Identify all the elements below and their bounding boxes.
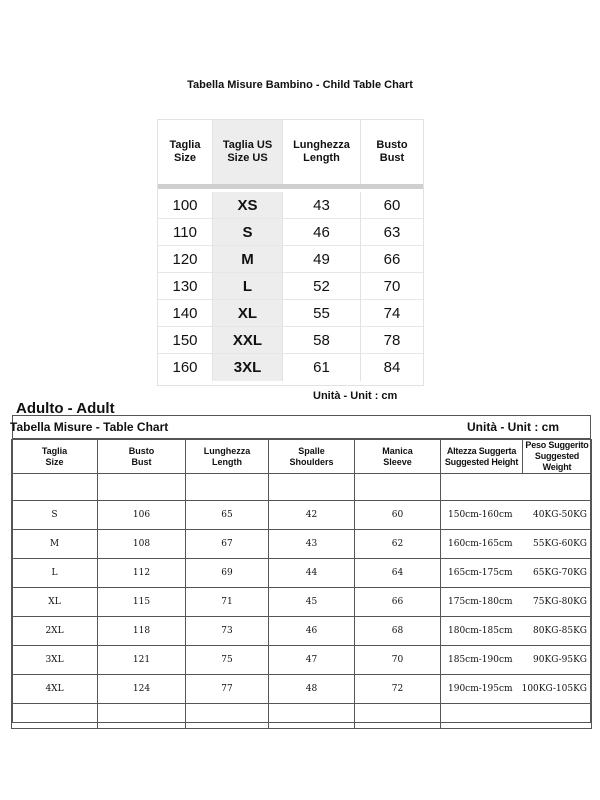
adult-chart-title: Adulto - Adult [16, 400, 115, 417]
length-cell: 69 [186, 559, 269, 588]
length-cell: 77 [186, 675, 269, 704]
shoulders-cell: 45 [269, 588, 355, 617]
table-row [12, 530, 592, 559]
bust-cell: 121 [98, 646, 186, 675]
bust-cell: 108 [98, 530, 186, 559]
empty-cell [186, 474, 269, 501]
length-cell: 73 [186, 617, 269, 646]
size-cell: 140 [158, 300, 213, 326]
size-cell: M [12, 530, 98, 559]
size-cell: 3XL [12, 646, 98, 675]
table-row [158, 354, 423, 381]
size-cell: 4XL [12, 675, 98, 704]
header-label: Size US [227, 152, 268, 164]
length-cell: 61 [283, 354, 361, 381]
height-weight-cell [441, 559, 592, 588]
table-row [158, 246, 423, 273]
header-label: Lunghezza [293, 139, 350, 151]
adult-chart-subtitle: Tabella Misure - Table Chart [10, 420, 169, 434]
bust-cell: 106 [98, 501, 186, 530]
empty-cell [269, 474, 355, 501]
suggested-weight-value: 55KG-60KG [533, 539, 587, 549]
table-row [158, 192, 423, 219]
empty-cell [355, 474, 441, 501]
size-us-cell: XL [213, 300, 283, 326]
height-weight-cell [441, 646, 592, 675]
header-label: Taglia [169, 139, 201, 151]
bust-cell: 74 [383, 304, 401, 322]
size-us-cell: M [213, 246, 283, 272]
size-cell: 100 [158, 192, 213, 218]
table-row [12, 501, 592, 530]
table-row [158, 300, 423, 327]
table-header-row [12, 440, 592, 474]
size-cell: S [12, 501, 98, 530]
shoulders-cell: 47 [269, 646, 355, 675]
header-label: Sleeve [383, 456, 412, 467]
child-chart-title: Tabella Misure Bambino - Child Table Chart [187, 79, 413, 91]
bust-cell: 78 [383, 331, 401, 349]
sleeve-cell: 70 [355, 646, 441, 675]
header-shoulders [269, 440, 355, 474]
header-label: Peso Suggerito [525, 440, 589, 450]
header-label: Bust [379, 152, 405, 164]
empty-cell [186, 704, 269, 729]
header-label: Bust [131, 456, 152, 467]
header-label: Busto [376, 139, 408, 151]
bust-cell: 70 [383, 277, 401, 295]
suggested-height-value: 185cm-190cm [448, 655, 513, 665]
sleeve-cell: 62 [355, 530, 441, 559]
bust-cell: 84 [383, 359, 401, 376]
suggested-height-value: 175cm-180cm [448, 597, 513, 607]
header-label: Length [303, 152, 340, 164]
bust-cell: 63 [383, 223, 401, 241]
child-header-size-us [213, 120, 283, 184]
sleeve-cell: 66 [355, 588, 441, 617]
size-cell: L [12, 559, 98, 588]
length-cell: 65 [186, 501, 269, 530]
table-row [12, 559, 592, 588]
length-cell: 67 [186, 530, 269, 559]
sleeve-cell: 64 [355, 559, 441, 588]
header-label: Spalle [298, 445, 325, 456]
size-cell: 160 [158, 354, 213, 381]
suggested-height-value: 180cm-185cm [448, 626, 513, 636]
bust-cell: 60 [383, 196, 401, 214]
header-size [12, 440, 98, 474]
sleeve-cell: 68 [355, 617, 441, 646]
header-label: Taglia US [222, 139, 273, 151]
empty-cell [355, 704, 441, 729]
shoulders-cell: 48 [269, 675, 355, 704]
child-table-body [158, 192, 423, 381]
header-label: Taglia [41, 445, 68, 456]
table-row [158, 219, 423, 246]
child-table-header [158, 120, 423, 184]
shoulders-cell: 42 [269, 501, 355, 530]
shoulders-cell: 43 [269, 530, 355, 559]
table-row-empty [12, 474, 592, 501]
child-header-size [158, 120, 213, 184]
size-cell: 150 [158, 327, 213, 353]
header-label: Busto [128, 445, 155, 456]
table-row [12, 675, 592, 704]
suggested-weight-value: 40KG-50KG [533, 510, 587, 520]
table-row [12, 617, 592, 646]
header-length [186, 440, 269, 474]
length-cell: 75 [186, 646, 269, 675]
height-weight-cell [441, 588, 592, 617]
length-cell: 49 [283, 246, 361, 272]
height-weight-cell [441, 617, 592, 646]
size-us-cell: XXL [213, 327, 283, 353]
size-us-cell: L [213, 273, 283, 299]
adult-unit-label: Unità - Unit : cm [467, 420, 559, 434]
table-row [158, 273, 423, 300]
empty-cell [441, 704, 592, 729]
suggested-weight-value: 80KG-85KG [533, 626, 587, 636]
header-label: Lunghezza [203, 445, 251, 456]
header-suggested-weight [523, 440, 592, 474]
sleeve-cell: 60 [355, 501, 441, 530]
child-header-length [283, 120, 361, 184]
bust-cell: 124 [98, 675, 186, 704]
bust-cell: 118 [98, 617, 186, 646]
size-cell: 130 [158, 273, 213, 299]
shoulders-cell: 46 [269, 617, 355, 646]
height-weight-cell [441, 501, 592, 530]
empty-cell [441, 474, 592, 501]
length-cell: 46 [283, 219, 361, 245]
shoulders-cell: 44 [269, 559, 355, 588]
suggested-height-value: 165cm-175cm [448, 568, 513, 578]
size-us-cell: S [213, 219, 283, 245]
child-size-table [157, 119, 424, 386]
suggested-weight-value: 75KG-80KG [533, 597, 587, 607]
header-label: Length [212, 456, 242, 467]
bust-cell: 66 [383, 250, 401, 268]
size-cell: XL [12, 588, 98, 617]
suggested-height-value: 190cm-195cm [448, 684, 513, 694]
table-row [12, 588, 592, 617]
empty-cell [12, 704, 98, 729]
header-suggested-height [441, 440, 523, 474]
suggested-weight-value: 100KG-105KG [521, 684, 587, 694]
size-cell: 2XL [12, 617, 98, 646]
size-cell: 120 [158, 246, 213, 272]
length-cell: 55 [283, 300, 361, 326]
header-bust [98, 440, 186, 474]
size-us-cell: XS [213, 192, 283, 218]
length-cell: 58 [283, 327, 361, 353]
header-label: Size [173, 152, 196, 164]
table-row-empty [12, 704, 592, 729]
suggested-weight-value: 90KG-95KG [533, 655, 587, 665]
empty-cell [269, 704, 355, 729]
height-weight-cell [441, 530, 592, 559]
adult-size-table [11, 439, 592, 729]
suggested-weight-value: 65KG-70KG [533, 568, 587, 578]
header-label: Size [45, 456, 64, 467]
header-label: Altezza Suggerta [446, 445, 517, 456]
length-cell: 52 [283, 273, 361, 299]
size-cell: 110 [158, 219, 213, 245]
suggested-height-value: 150cm-160cm [448, 510, 513, 520]
length-cell: 71 [186, 588, 269, 617]
suggested-height-value: 160cm-165cm [448, 539, 513, 549]
sleeve-cell: 72 [355, 675, 441, 704]
bust-cell: 112 [98, 559, 186, 588]
size-us-cell: 3XL [213, 354, 283, 381]
header-label: Suggested Weight [534, 451, 580, 472]
header-label: Shoulders [289, 456, 334, 467]
empty-cell [98, 704, 186, 729]
header-label: Suggested Height [444, 456, 519, 467]
bust-cell: 115 [98, 588, 186, 617]
child-header-bust [361, 120, 423, 184]
empty-cell [12, 474, 98, 501]
table-row [158, 327, 423, 354]
header-divider [158, 184, 423, 189]
header-label: Manica [382, 445, 413, 456]
child-unit-label: Unità - Unit : cm [313, 390, 398, 402]
height-weight-cell [441, 675, 592, 704]
length-cell: 43 [283, 192, 361, 218]
table-row [12, 646, 592, 675]
header-sleeve [355, 440, 441, 474]
empty-cell [98, 474, 186, 501]
